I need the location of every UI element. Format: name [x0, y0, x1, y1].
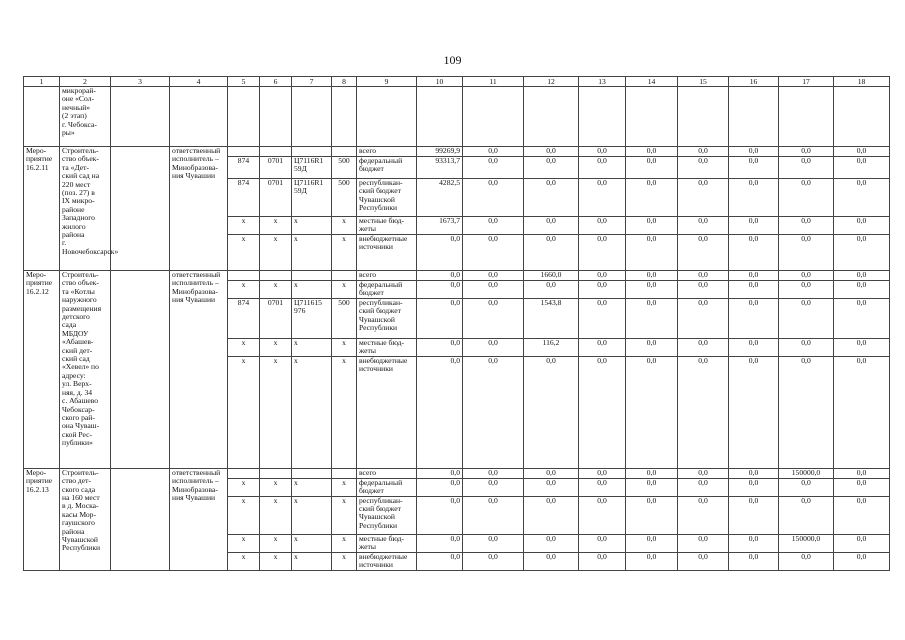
- amount-cell-16: 0,0: [729, 179, 779, 217]
- continuation-row: [24, 87, 890, 147]
- target-article-cell: [292, 468, 332, 478]
- amount-cell-13: 0,0: [579, 271, 626, 281]
- amount-cell-14: 0,0: [626, 552, 678, 570]
- section-code-cell: x: [260, 281, 292, 299]
- continuation-cell: [463, 87, 524, 147]
- section-code-cell: x: [260, 356, 292, 468]
- amount-cell-11: 0,0: [463, 338, 524, 356]
- amount-cell-13: 0,0: [579, 552, 626, 570]
- header-cell-6: 6: [260, 77, 292, 87]
- amount-cell-15: 0,0: [678, 179, 729, 217]
- funding-source-cell: республикан- ский бюджет Чувашской Республики: [357, 298, 417, 338]
- target-article-cell: x: [292, 552, 332, 570]
- amount-cell-10: 93313,7: [417, 157, 463, 179]
- continuation-cell: [579, 87, 626, 147]
- amount-cell-16: 0,0: [729, 468, 779, 478]
- amount-cell-14: 0,0: [626, 338, 678, 356]
- amount-cell-11: 0,0: [463, 179, 524, 217]
- amount-cell-14: 0,0: [626, 157, 678, 179]
- continuation-cell: [292, 87, 332, 147]
- header-cell-15: 15: [678, 77, 729, 87]
- amount-cell-18: 0,0: [834, 356, 890, 468]
- amount-cell-10: 0,0: [417, 281, 463, 299]
- amount-cell-13: 0,0: [579, 157, 626, 179]
- amount-cell-11: 0,0: [463, 157, 524, 179]
- amount-cell-13: 0,0: [579, 179, 626, 217]
- table-row: [24, 468, 890, 478]
- grbs-code-cell: x: [228, 338, 260, 356]
- event-cell: Меро- приятие 16.2.13: [24, 468, 60, 570]
- funding-source-cell: республикан- ский бюджет Чувашской Республики: [357, 179, 417, 217]
- amount-cell-16: 0,0: [729, 478, 779, 496]
- amount-cell-15: 0,0: [678, 552, 729, 570]
- continuation-name: микрорай- оне «Сол- нечный» (2 этап) г. Чебокса- ры»: [60, 87, 111, 147]
- grbs-code-cell: [228, 271, 260, 281]
- funding-source-cell: местные бюд- жеты: [357, 217, 417, 235]
- funding-source-cell: всего: [357, 468, 417, 478]
- amount-cell-10: 0,0: [417, 356, 463, 468]
- amount-cell-14: 0,0: [626, 356, 678, 468]
- amount-cell-12: 0,0: [524, 496, 579, 534]
- amount-cell-14: 0,0: [626, 271, 678, 281]
- target-article-cell: Ц711615 976: [292, 298, 332, 338]
- amount-cell-12: 0,0: [524, 179, 579, 217]
- section-code-cell: x: [260, 338, 292, 356]
- amount-cell-11: 0,0: [463, 271, 524, 281]
- target-article-cell: x: [292, 356, 332, 468]
- amount-cell-11: 0,0: [463, 298, 524, 338]
- amount-cell-12: 0,0: [524, 281, 579, 299]
- amount-cell-12: 0,0: [524, 235, 579, 271]
- amount-cell-12: 0,0: [524, 534, 579, 552]
- expense-type-cell: x: [332, 552, 357, 570]
- amount-cell-16: 0,0: [729, 298, 779, 338]
- header-cell-2: 2: [60, 77, 111, 87]
- continuation-cell: [779, 87, 834, 147]
- event-name-cell: Строитель- ство объек- та «Дет- ский сад на 220 мест (поз. 27) в IX микро- районе Западного жилого района г. Новочебоксарск»: [60, 147, 111, 271]
- event-name-cell: Строитель- ство дет- ского сада на 160 мест в д. Моска- касы Мор- гаушского района Чувашской Республики: [60, 468, 111, 570]
- section-code-cell: 0701: [260, 298, 292, 338]
- amount-cell-13: 0,0: [579, 534, 626, 552]
- amount-cell-17: 0,0: [779, 478, 834, 496]
- amount-cell-11: 0,0: [463, 478, 524, 496]
- amount-cell-17: 0,0: [779, 298, 834, 338]
- amount-cell-17: 0,0: [779, 235, 834, 271]
- amount-cell-17: 0,0: [779, 496, 834, 534]
- expense-type-cell: [332, 468, 357, 478]
- funding-source-cell: федеральный бюджет: [357, 478, 417, 496]
- amount-cell-16: 0,0: [729, 552, 779, 570]
- amount-cell-15: 0,0: [678, 298, 729, 338]
- grbs-code-cell: x: [228, 496, 260, 534]
- amount-cell-12: 116,2: [524, 338, 579, 356]
- amount-cell-11: 0,0: [463, 356, 524, 468]
- grbs-code-cell: 874: [228, 179, 260, 217]
- amount-cell-15: 0,0: [678, 271, 729, 281]
- expense-type-cell: x: [332, 356, 357, 468]
- grbs-code-cell: x: [228, 217, 260, 235]
- grbs-code-cell: x: [228, 534, 260, 552]
- continuation-cell: [357, 87, 417, 147]
- amount-cell-14: 0,0: [626, 281, 678, 299]
- amount-cell-15: 0,0: [678, 356, 729, 468]
- expense-type-cell: 500: [332, 298, 357, 338]
- amount-cell-18: 0,0: [834, 179, 890, 217]
- amount-cell-17: 0,0: [779, 217, 834, 235]
- amount-cell-18: 0,0: [834, 478, 890, 496]
- participant-cell: [111, 147, 170, 271]
- funding-source-cell: республикан- ский бюджет Чувашской Республики: [357, 496, 417, 534]
- header-cell-8: 8: [332, 77, 357, 87]
- continuation-cell: [524, 87, 579, 147]
- amount-cell-16: 0,0: [729, 338, 779, 356]
- section-code-cell: x: [260, 534, 292, 552]
- amount-cell-16: 0,0: [729, 534, 779, 552]
- header-cell-7: 7: [292, 77, 332, 87]
- continuation-cell: [626, 87, 678, 147]
- section-code-cell: 0701: [260, 179, 292, 217]
- amount-cell-13: 0,0: [579, 235, 626, 271]
- amount-cell-18: 0,0: [834, 157, 890, 179]
- amount-cell-13: 0,0: [579, 478, 626, 496]
- grbs-code-cell: x: [228, 281, 260, 299]
- amount-cell-16: 0,0: [729, 356, 779, 468]
- amount-cell-10: 0,0: [417, 496, 463, 534]
- amount-cell-17: 150000,0: [779, 534, 834, 552]
- amount-cell-11: 0,0: [463, 552, 524, 570]
- amount-cell-10: 0,0: [417, 478, 463, 496]
- amount-cell-10: 0,0: [417, 468, 463, 478]
- header-cell-18: 18: [834, 77, 890, 87]
- amount-cell-17: 0,0: [779, 157, 834, 179]
- amount-cell-13: 0,0: [579, 298, 626, 338]
- header-cell-4: 4: [170, 77, 228, 87]
- grbs-code-cell: [228, 147, 260, 157]
- continuation-cell: [228, 87, 260, 147]
- funding-source-cell: местные бюд- жеты: [357, 338, 417, 356]
- header-cell-17: 17: [779, 77, 834, 87]
- header-cell-16: 16: [729, 77, 779, 87]
- amount-cell-10: 0,0: [417, 534, 463, 552]
- amount-cell-14: 0,0: [626, 147, 678, 157]
- amount-cell-15: 0,0: [678, 468, 729, 478]
- amount-cell-11: 0,0: [463, 496, 524, 534]
- continuation-cell: [170, 87, 228, 147]
- section-code-cell: x: [260, 496, 292, 534]
- amount-cell-18: 0,0: [834, 534, 890, 552]
- amount-cell-16: 0,0: [729, 281, 779, 299]
- amount-cell-17: 0,0: [779, 271, 834, 281]
- amount-cell-12: 0,0: [524, 478, 579, 496]
- expense-type-cell: x: [332, 281, 357, 299]
- amount-cell-14: 0,0: [626, 468, 678, 478]
- grbs-code-cell: [228, 468, 260, 478]
- amount-cell-13: 0,0: [579, 281, 626, 299]
- header-cell-14: 14: [626, 77, 678, 87]
- amount-cell-15: 0,0: [678, 235, 729, 271]
- amount-cell-12: 0,0: [524, 147, 579, 157]
- executor-cell: ответственный исполнитель – Минобразова- ния Чувашии: [170, 468, 228, 570]
- expense-type-cell: 500: [332, 179, 357, 217]
- executor-cell: ответственный исполнитель – Минобразова- ния Чувашии: [170, 271, 228, 469]
- amount-cell-10: 0,0: [417, 552, 463, 570]
- event-name-cell: Строитель- ство объек- та «Котлы наружного размещения детского сада МБДОУ «Абашев- ский дет- ский сад «Хевел» по адресу: ул. Верх- няя, д. 34 с. Абашево Чебоксар- ского рай- она Чуваш- ской Рес- публики»: [60, 271, 111, 469]
- amount-cell-12: 1660,0: [524, 271, 579, 281]
- amount-cell-15: 0,0: [678, 496, 729, 534]
- grbs-code-cell: x: [228, 356, 260, 468]
- expense-type-cell: x: [332, 534, 357, 552]
- amount-cell-11: 0,0: [463, 468, 524, 478]
- funding-source-cell: внебюджетные источники: [357, 552, 417, 570]
- grbs-code-cell: 874: [228, 157, 260, 179]
- amount-cell-14: 0,0: [626, 534, 678, 552]
- amount-cell-10: 0,0: [417, 338, 463, 356]
- amount-cell-13: 0,0: [579, 147, 626, 157]
- target-article-cell: x: [292, 235, 332, 271]
- section-code-cell: x: [260, 235, 292, 271]
- amount-cell-17: 0,0: [779, 338, 834, 356]
- amount-cell-15: 0,0: [678, 281, 729, 299]
- continuation-cell: [332, 87, 357, 147]
- section-code-cell: x: [260, 217, 292, 235]
- amount-cell-11: 0,0: [463, 147, 524, 157]
- amount-cell-14: 0,0: [626, 496, 678, 534]
- participant-cell: [111, 271, 170, 469]
- amount-cell-15: 0,0: [678, 338, 729, 356]
- target-article-cell: x: [292, 217, 332, 235]
- continuation-cell: [24, 87, 60, 147]
- amount-cell-14: 0,0: [626, 298, 678, 338]
- continuation-cell: [111, 87, 170, 147]
- grbs-code-cell: x: [228, 552, 260, 570]
- amount-cell-10: 1673,7: [417, 217, 463, 235]
- header-cell-5: 5: [228, 77, 260, 87]
- header-cell-9: 9: [357, 77, 417, 87]
- target-article-cell: x: [292, 478, 332, 496]
- funding-source-cell: внебюджетные источники: [357, 235, 417, 271]
- expense-type-cell: [332, 147, 357, 157]
- amount-cell-11: 0,0: [463, 217, 524, 235]
- amount-cell-10: 0,0: [417, 298, 463, 338]
- continuation-cell: [729, 87, 779, 147]
- amount-cell-16: 0,0: [729, 217, 779, 235]
- grbs-code-cell: x: [228, 478, 260, 496]
- event-cell: Меро- приятие 16.2.11: [24, 147, 60, 271]
- header-row: [24, 77, 890, 87]
- funding-source-cell: местные бюд- жеты: [357, 534, 417, 552]
- target-article-cell: [292, 147, 332, 157]
- header-cell-10: 10: [417, 77, 463, 87]
- amount-cell-17: 0,0: [779, 356, 834, 468]
- amount-cell-16: 0,0: [729, 147, 779, 157]
- header-cell-11: 11: [463, 77, 524, 87]
- section-code-cell: x: [260, 478, 292, 496]
- amount-cell-14: 0,0: [626, 179, 678, 217]
- funding-source-cell: всего: [357, 147, 417, 157]
- amount-cell-15: 0,0: [678, 157, 729, 179]
- header-cell-12: 12: [524, 77, 579, 87]
- expense-type-cell: x: [332, 478, 357, 496]
- header-cell-3: 3: [111, 77, 170, 87]
- event-cell: Меро- приятие 16.2.12: [24, 271, 60, 469]
- amount-cell-17: 0,0: [779, 179, 834, 217]
- amount-cell-18: 0,0: [834, 552, 890, 570]
- table-row: [24, 147, 890, 157]
- amount-cell-13: 0,0: [579, 338, 626, 356]
- amount-cell-12: 0,0: [524, 552, 579, 570]
- amount-cell-18: 0,0: [834, 271, 890, 281]
- amount-cell-12: 1543,8: [524, 298, 579, 338]
- amount-cell-13: 0,0: [579, 468, 626, 478]
- amount-cell-12: 0,0: [524, 356, 579, 468]
- amount-cell-18: 0,0: [834, 468, 890, 478]
- continuation-cell: [834, 87, 890, 147]
- continuation-cell: [417, 87, 463, 147]
- amount-cell-15: 0,0: [678, 478, 729, 496]
- amount-cell-10: 0,0: [417, 235, 463, 271]
- amount-cell-18: 0,0: [834, 281, 890, 299]
- expense-type-cell: [332, 271, 357, 281]
- table-row: [24, 271, 890, 281]
- amount-cell-18: 0,0: [834, 298, 890, 338]
- expense-type-cell: x: [332, 338, 357, 356]
- header-cell-1: 1: [24, 77, 60, 87]
- amount-cell-17: 0,0: [779, 552, 834, 570]
- amount-cell-16: 0,0: [729, 235, 779, 271]
- amount-cell-15: 0,0: [678, 217, 729, 235]
- amount-cell-17: 0,0: [779, 147, 834, 157]
- section-code-cell: 0701: [260, 157, 292, 179]
- amount-cell-14: 0,0: [626, 217, 678, 235]
- amount-cell-11: 0,0: [463, 235, 524, 271]
- continuation-cell: [678, 87, 729, 147]
- funding-source-cell: федеральный бюджет: [357, 157, 417, 179]
- amount-cell-14: 0,0: [626, 478, 678, 496]
- amount-cell-10: 0,0: [417, 271, 463, 281]
- section-code-cell: x: [260, 552, 292, 570]
- section-code-cell: [260, 271, 292, 281]
- amount-cell-12: 0,0: [524, 217, 579, 235]
- amount-cell-12: 0,0: [524, 468, 579, 478]
- funding-source-cell: всего: [357, 271, 417, 281]
- amount-cell-18: 0,0: [834, 217, 890, 235]
- amount-cell-12: 0,0: [524, 157, 579, 179]
- funding-source-cell: внебюджетные источники: [357, 356, 417, 468]
- amount-cell-10: 99269,9: [417, 147, 463, 157]
- target-article-cell: [292, 271, 332, 281]
- target-article-cell: x: [292, 534, 332, 552]
- expense-type-cell: x: [332, 235, 357, 271]
- amount-cell-16: 0,0: [729, 496, 779, 534]
- amount-cell-17: 150000,0: [779, 468, 834, 478]
- participant-cell: [111, 468, 170, 570]
- amount-cell-15: 0,0: [678, 534, 729, 552]
- amount-cell-13: 0,0: [579, 496, 626, 534]
- amount-cell-18: 0,0: [834, 147, 890, 157]
- expense-type-cell: 500: [332, 157, 357, 179]
- section-code-cell: [260, 147, 292, 157]
- target-article-cell: x: [292, 338, 332, 356]
- amount-cell-14: 0,0: [626, 235, 678, 271]
- continuation-cell: [260, 87, 292, 147]
- amount-cell-16: 0,0: [729, 157, 779, 179]
- expense-type-cell: x: [332, 496, 357, 534]
- amount-cell-18: 0,0: [834, 496, 890, 534]
- amount-cell-17: 0,0: [779, 281, 834, 299]
- amount-cell-10: 4282,5: [417, 179, 463, 217]
- target-article-cell: Ц7116R1 59Д: [292, 179, 332, 217]
- amount-cell-18: 0,0: [834, 338, 890, 356]
- amount-cell-13: 0,0: [579, 217, 626, 235]
- target-article-cell: x: [292, 496, 332, 534]
- header-cell-13: 13: [579, 77, 626, 87]
- target-article-cell: x: [292, 281, 332, 299]
- amount-cell-11: 0,0: [463, 534, 524, 552]
- executor-cell: ответственный исполнитель – Минобразова- ния Чувашии: [170, 147, 228, 271]
- grbs-code-cell: x: [228, 235, 260, 271]
- amount-cell-11: 0,0: [463, 281, 524, 299]
- grbs-code-cell: 874: [228, 298, 260, 338]
- funding-source-cell: федеральный бюджет: [357, 281, 417, 299]
- amount-cell-16: 0,0: [729, 271, 779, 281]
- page-number: 109: [443, 53, 462, 67]
- section-code-cell: [260, 468, 292, 478]
- financing-table: [23, 76, 890, 571]
- amount-cell-18: 0,0: [834, 235, 890, 271]
- target-article-cell: Ц7116R1 59Д: [292, 157, 332, 179]
- expense-type-cell: x: [332, 217, 357, 235]
- amount-cell-13: 0,0: [579, 356, 626, 468]
- amount-cell-15: 0,0: [678, 147, 729, 157]
